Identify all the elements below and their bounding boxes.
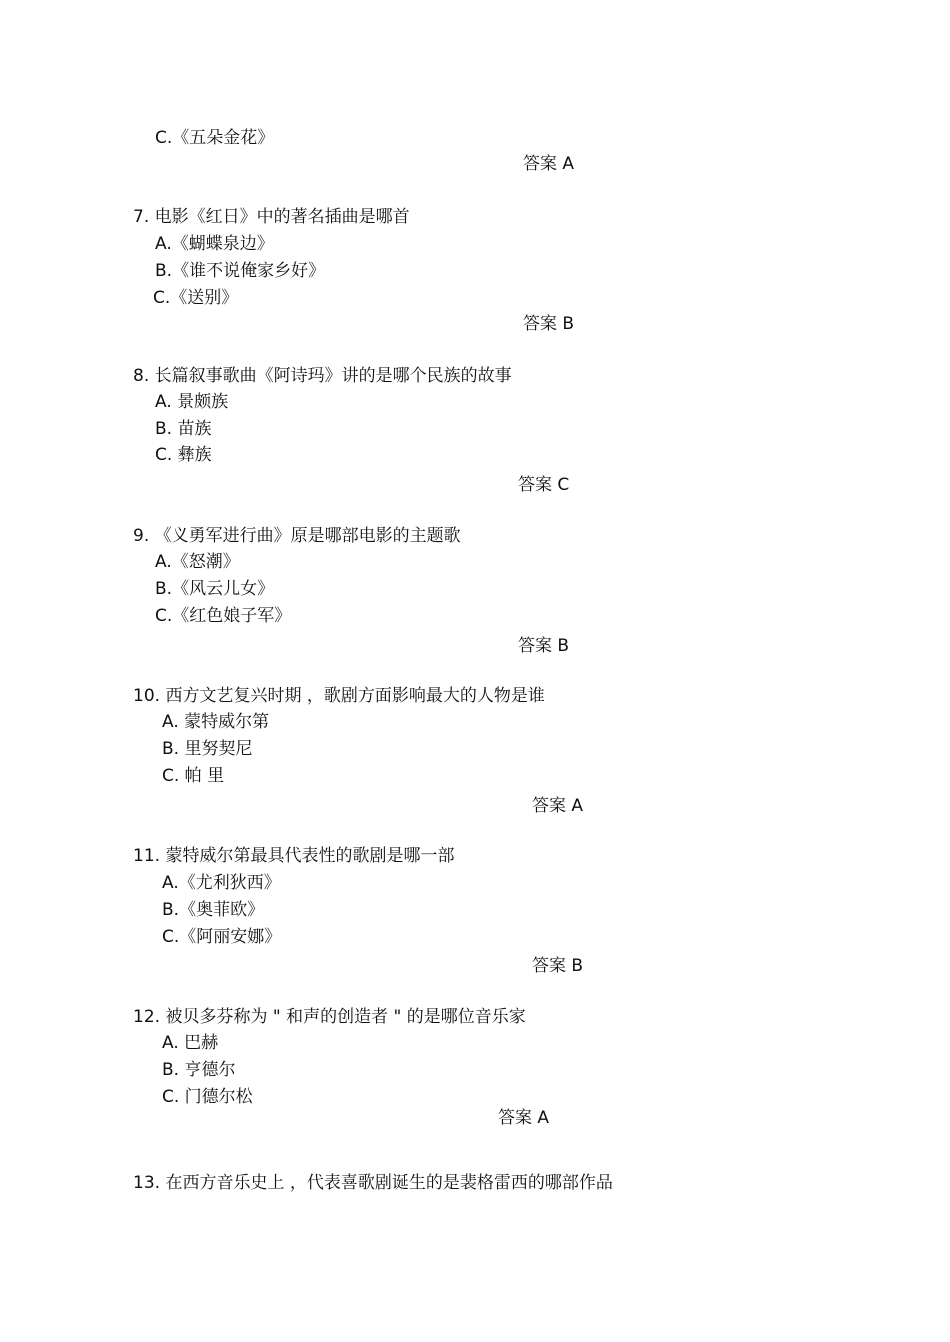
question: 12. 被贝多芬称为 " 和声的创造者 " 的是哪位音乐家 bbox=[133, 1007, 526, 1027]
option-c: C.《送别》 bbox=[153, 288, 239, 308]
option-a: A.《尤利狄西》 bbox=[162, 873, 281, 893]
option-c: C. 彝族 bbox=[155, 445, 212, 465]
option-c: C.《阿丽安娜》 bbox=[162, 927, 282, 947]
answer: 答案 A bbox=[532, 796, 584, 816]
option-b: B. 苗族 bbox=[155, 419, 212, 439]
option-a: A.《蝴蝶泉边》 bbox=[155, 234, 274, 254]
option-a: A. 景颇族 bbox=[155, 392, 229, 412]
option-c: C. 门德尔松 bbox=[162, 1087, 253, 1107]
option-c: C.《五朵金花》 bbox=[155, 128, 275, 148]
question: 11. 蒙特威尔第最具代表性的歌剧是哪一部 bbox=[133, 846, 455, 866]
answer: 答案 B bbox=[523, 314, 575, 334]
option-a: A. 蒙特威尔第 bbox=[162, 712, 270, 732]
option-b: B. 里努契尼 bbox=[162, 739, 253, 759]
question: 10. 西方文艺复兴时期 ，歌剧方面影响最大的人物是谁 bbox=[133, 686, 545, 706]
answer: 答案 B bbox=[518, 636, 570, 656]
question: 8. 长篇叙事歌曲《阿诗玛》讲的是哪个民族的故事 bbox=[133, 366, 512, 386]
question: 9. 《义勇军进行曲》原是哪部电影的主题歌 bbox=[133, 526, 461, 546]
question: 7. 电影《红日》中的著名插曲是哪首 bbox=[133, 207, 410, 227]
question: 13. 在西方音乐史上 ，代表喜歌剧诞生的是裴格雷西的哪部作品 bbox=[133, 1173, 613, 1193]
answer: 答案 C bbox=[518, 475, 570, 495]
option-c: C.《红色娘子军》 bbox=[155, 606, 292, 626]
answer: 答案 A bbox=[523, 154, 575, 174]
answer: 答案 A bbox=[498, 1108, 550, 1128]
option-c: C. 帕 里 bbox=[162, 766, 225, 786]
option-a: A.《怒潮》 bbox=[155, 552, 240, 572]
answer: 答案 B bbox=[532, 956, 584, 976]
option-b: B.《奥菲欧》 bbox=[162, 900, 265, 920]
option-b: B.《谁不说俺家乡好》 bbox=[155, 261, 326, 281]
option-b: B. 亨德尔 bbox=[162, 1060, 236, 1080]
option-a: A. 巴赫 bbox=[162, 1033, 219, 1053]
option-b: B.《风云儿女》 bbox=[155, 579, 275, 599]
